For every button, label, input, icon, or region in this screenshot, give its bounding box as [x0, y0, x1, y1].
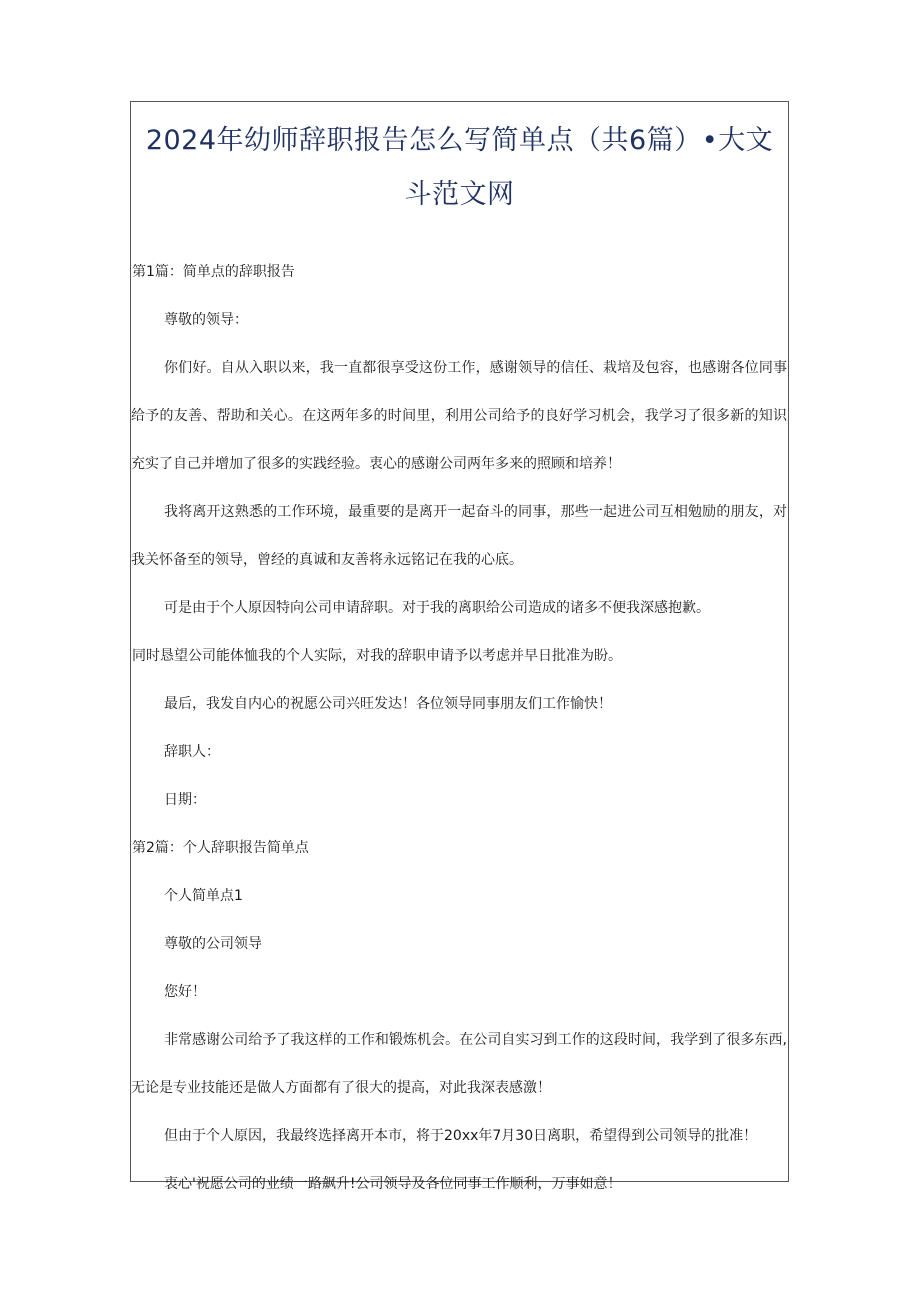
- paragraph-gratitude: 你们好。自从入职以来，我一直都很享受这份工作，感谢领导的信任、栽培及包容，也感谢各位同事给予的友善、帮助和关心。在这两年多的时间里，利用公司给予的良好学习机会，我学习了很多新的知识充实了自己并增加了很多的实践经验。衷心的感谢公司两年多来的照顾和培养！: [131, 360, 787, 472]
- section-heading-1: 第1篇：简单点的辞职报告: [132, 264, 295, 280]
- paragraph-thanks: 非常感谢公司给予了我这样的工作和锻炼机会。在公司自实习到工作的这段时间，我学到了很多东西,无论是专业技能还是做人方面都有了很大的提高，对此我深表感激！: [131, 1032, 787, 1096]
- document-title: 2024年幼师辞职报告怎么写简单点（共6篇）•大文斗范文网: [145, 125, 774, 210]
- paragraph-request-approval: 同时恳望公司能体恤我的个人实际，对我的辞职申请予以考虑并早日批准为盼。: [132, 648, 622, 664]
- salutation-company: 尊敬的公司领导: [164, 936, 262, 952]
- paragraph-farewell: 我将离开这熟悉的工作环境，最重要的是离开一起奋斗的同事，那些一起进公司互相勉励的朋友，对我关怀备至的领导，曾经的真诚和友善将永远铭记在我的心底。: [131, 504, 787, 568]
- section-heading-2: 第2篇：个人辞职报告简单点: [132, 840, 309, 856]
- greeting: 您好！: [164, 984, 206, 1000]
- salutation: 尊敬的领导：: [164, 312, 248, 328]
- paragraph-resignation-reason: 可是由于个人原因特向公司申请辞职。对于我的离职给公司造成的诸多不便我深感抱歉。: [164, 600, 710, 616]
- document-body: [131, 248, 788, 1208]
- date-line: 日期：: [164, 792, 206, 808]
- paragraph-best-wishes: 衷心'祝愿公司的业绩一路飙升!公司领导及各位同事工作顺利，万事如意！: [164, 1176, 622, 1192]
- paragraph-leave-date: 但由于个人原因，我最终选择离开本市，将于20xx年7月30日离职，希望得到公司领导的批准！: [164, 1128, 758, 1144]
- signature-line: 辞职人：: [164, 744, 220, 760]
- paragraph-closing-wishes: 最后，我发自内心的祝愿公司兴旺发达！各位领导同事朋友们工作愉快！: [164, 696, 612, 712]
- subheading-sample-1: 个人简单点1: [164, 888, 243, 904]
- document-page: [130, 101, 789, 1192]
